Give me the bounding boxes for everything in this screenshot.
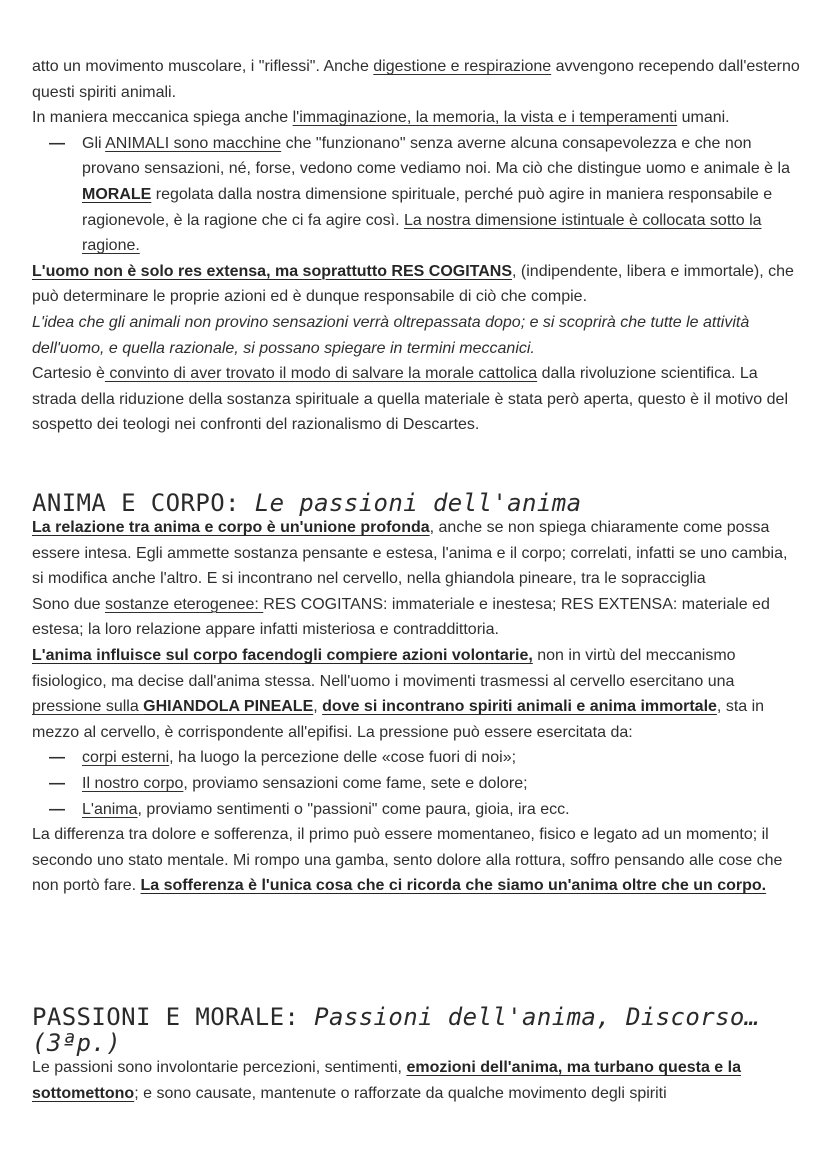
list-item: — corpi esterni, ha luogo la percezione delle «cose fuori di noi»;	[32, 745, 802, 771]
paragraph: Cartesio è convinto di aver trovato il modo di salvare la morale cattolica dalla rivoluzione scientifica. La strada della riduzione della sostanza spirituale a quella materiale è stata però aperta, questo è il motivo del sospetto dei teologi nei confronti del razionalismo di Descartes.	[32, 365, 788, 434]
bold-underlined-text: emozioni dell'anima, ma turbano questa e la sottomettono	[32, 1059, 741, 1102]
underlined-text: L'anima	[82, 800, 138, 818]
dash-bullet-icon: —	[49, 134, 65, 152]
underlined-text: convinto di aver trovato il modo di salvare la morale cattolica	[104, 365, 538, 383]
bold-underlined-text: La sofferenza è l'unica cosa che ci ricorda che siamo un'anima oltre che un corpo.	[140, 877, 767, 895]
paragraph: Le passioni sono involontarie percezioni, sentimenti, emozioni dell'anima, ma turbano questa e la sottomettono; e sono causate, mantenute o rafforzate da qualche movimento degli spiriti	[32, 1059, 741, 1102]
bold-underlined-text: L'uomo non è solo res extensa, ma soprattutto RES COGITANS	[32, 262, 513, 280]
bullet-list	[32, 745, 802, 822]
paragraph: Sono due sostanze eterogenee: RES COGITANS: immateriale e inestesa; RES EXTENSA: materiale ed estesa; la loro relazione appare infatti misteriosa e contraddittoria.	[32, 595, 770, 639]
underlined-text: digestione e respirazione	[373, 58, 552, 75]
dash-bullet-icon: —	[49, 774, 65, 792]
paragraph: In maniera meccanica spiega anche l'immaginazione, la memoria, la vista e i temperamenti umani.	[32, 109, 730, 127]
underlined-text: La nostra dimensione istintuale è collocata sotto la ragione.	[82, 211, 762, 255]
underlined-text: l'immaginazione, la memoria, la vista e i temperamenti	[292, 109, 678, 127]
underlined-text: ANIMALI sono macchine	[105, 134, 282, 152]
section-heading-anima-e-corpo: ANIMA E CORPO: Le passioni dell'anima	[32, 489, 582, 517]
dash-bullet-icon: —	[49, 800, 65, 818]
list-item: — Il nostro corpo, proviamo sensazioni come fame, sete e dolore;	[32, 771, 802, 797]
underlined-text: corpi esterni	[82, 749, 170, 767]
dash-bullet-icon: —	[49, 749, 65, 767]
paragraph: atto un movimento muscolare, i "riflessi". Anche digestione e respirazione avvengono recependo dall'esterno questi spiriti animali.	[32, 58, 800, 101]
bold-underlined-text: dove si incontrano spiriti animali e anima immortale	[322, 698, 717, 716]
underlined-text: sostanze eterogenee:	[104, 595, 264, 613]
bullet-list	[32, 131, 802, 259]
section-intro-text	[32, 54, 802, 438]
paragraph: La relazione tra anima e corpo è un'unione profonda, anche se non spiega chiaramente come possa essere intesa. Egli ammette sostanza pensante e estesa, l'anima e il corpo; correlati, infatti se uno cambia, si modifica anche l'altro. E si incontrano nel cervello, nella ghiandola pineare, tra le sopracciglia	[32, 519, 788, 588]
italic-paragraph: L'idea che gli animali non provino sensazioni verrà oltrepassata dopo; e si scoprirà che tutte le attività dell'uomo, e quella razionale, si possano spiegare in termini meccanici.	[32, 313, 750, 357]
bold-underlined-text: MORALE	[82, 185, 152, 203]
underlined-text: pressione sulla	[32, 698, 144, 716]
section-passioni-text	[32, 1055, 802, 1106]
bold-underlined-text: GHIANDOLA PINEALE	[143, 698, 314, 716]
section-heading-passioni-e-morale: PASSIONI E MORALE: Passioni dell'anima, Discorso… (3ªp.)	[32, 1003, 760, 1057]
bold-underlined-text: La relazione tra anima e corpo è un'unione profonda	[32, 519, 430, 536]
underlined-text: Il nostro corpo	[82, 774, 184, 792]
list-item: — Gli ANIMALI sono macchine che "funzionano" senza averne alcuna consapevolezza e che non provano sensazioni, né, forse, vedono come vediamo noi. Ma ciò che distingue uomo e animale è la MORALE regolata dalla nostra dimensione spirituale, perché può agire in maniera responsabile e ragionevole, è la ragione che ci fa agire così. La nostra dimensione istintuale è collocata sotto la ragione.	[32, 131, 802, 259]
section-anima-corpo-text	[32, 515, 802, 899]
paragraph: La differenza tra dolore e sofferenza, il primo può essere momentaneo, fisico e legato ad un momento; il secondo uno stato mentale. Mi rompo una gamba, sento dolore alla rottura, soffro pensando alle cose che non portò fare. La sofferenza è l'unica cosa che ci ricorda che siamo un'anima oltre che un corpo.	[32, 826, 783, 895]
paragraph: L'anima influisce sul corpo facendogli compiere azioni volontarie, non in virtù del meccanismo fisiologico, ma decise dall'anima stessa. Nell'uomo i movimenti trasmessi al cervello esercitano una pressione sulla GHIANDOLA PINEALE, dove si incontrano spiriti animali e anima immortale, sta in mezzo al cervello, è corrispondente all'epifisi. La pressione può essere esercitata da:	[32, 646, 765, 741]
bold-underlined-text: L'anima influisce sul corpo facendogli compiere azioni volontarie,	[32, 646, 533, 664]
paragraph: L'uomo non è solo res extensa, ma soprattutto RES COGITANS, (indipendente, libera e immortale), che può determinare le proprie azioni ed è dunque responsabile di ciò che compie.	[32, 262, 794, 306]
list-item: — L'anima, proviamo sentimenti o "passioni" come paura, gioia, ira ecc.	[32, 797, 802, 823]
